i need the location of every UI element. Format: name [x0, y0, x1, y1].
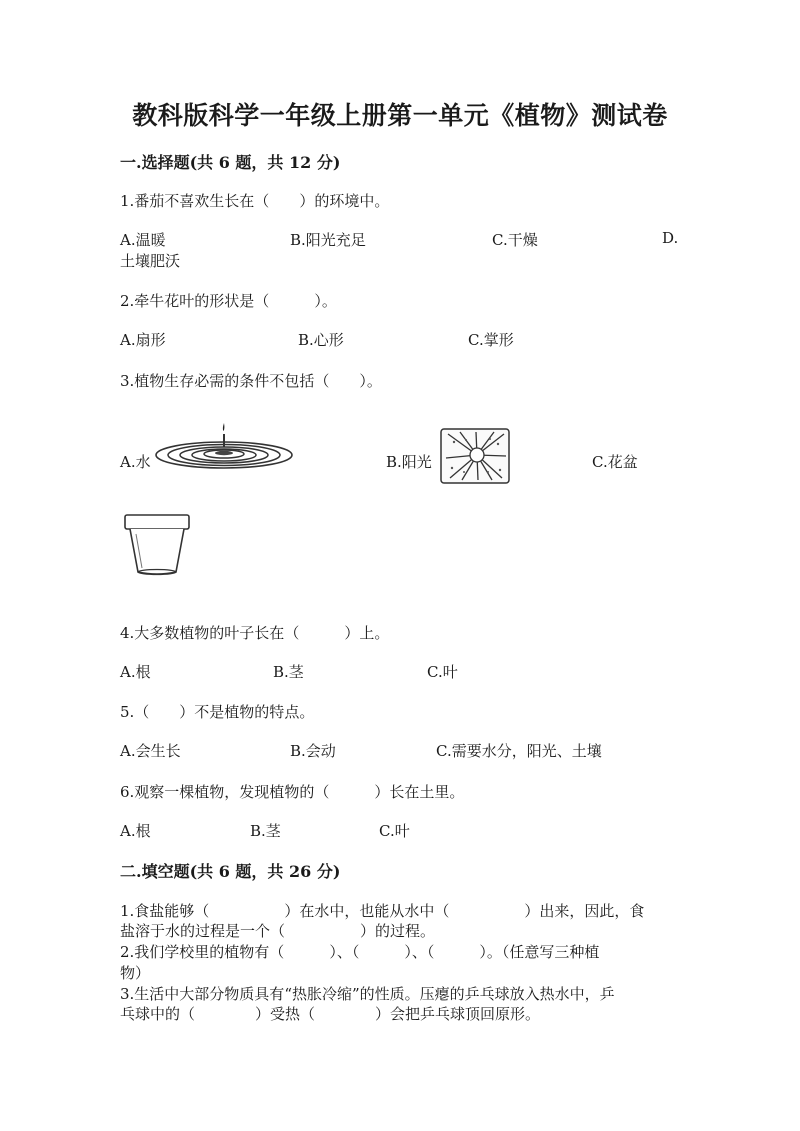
fill-question-2-line-2: 物） [120, 964, 151, 982]
fill-question-1-line-1: 1.食盐能够（ ）在水中，也能从水中（ ）出来，因此，食 [120, 902, 645, 920]
q3-option-c: C.花盆 [592, 453, 638, 471]
q3-option-a: A.水 [120, 453, 151, 471]
q4-option-c: C.叶 [427, 663, 458, 681]
section-heading-fill: 二.填空题(共 6 题，共 26 分) [120, 862, 341, 881]
q5-option-c: C.需要水分，阳光、土壤 [436, 742, 602, 760]
q5-option-a: A.会生长 [120, 742, 181, 760]
flower-pot-image [122, 512, 192, 578]
fill-question-3-line-1: 3.生活中大部分物质具有“热胀冷缩”的性质。压瘪的乒乓球放入热水中，乒 [120, 985, 615, 1003]
question-1: 1.番茄不喜欢生长在（ ）的环境中。 [120, 192, 390, 210]
q1-option-b: B.阳光充足 [290, 231, 366, 249]
water-ripple-image [154, 420, 304, 472]
question-6: 6.观察一棵植物，发现植物的（ ）长在土里。 [120, 783, 465, 801]
section-heading-choice: 一.选择题(共 6 题，共 12 分) [120, 153, 341, 172]
page-title: 教科版科学一年级上册第一单元《植物》测试卷 [132, 101, 668, 130]
q6-option-c: C.叶 [379, 822, 410, 840]
q1-option-c: C.干燥 [492, 231, 538, 249]
fill-question-3-line-2: 乓球中的（ ）受热（ ）会把乒乓球顶回原形。 [120, 1005, 541, 1023]
q6-option-b: B.茎 [250, 822, 281, 840]
q1-option-a: A.温暖 [120, 231, 166, 249]
q1-option-d-text: 土壤肥沃 [120, 252, 181, 270]
q3-option-b: B.阳光 [386, 453, 432, 471]
question-4: 4.大多数植物的叶子长在（ ）上。 [120, 624, 390, 642]
fill-question-1-line-2: 盐溶于水的过程是一个（ ）的过程。 [120, 922, 436, 940]
fill-question-2-line-1: 2.我们学校里的植物有（ ）、（ ）、（ ）。（任意写三种植 [120, 943, 600, 961]
q5-option-b: B.会动 [290, 742, 336, 760]
question-5: 5.（ ）不是植物的特点。 [120, 703, 315, 721]
q6-option-a: A.根 [120, 822, 151, 840]
question-2: 2.牵牛花叶的形状是（ ）。 [120, 292, 337, 310]
q4-option-b: B.茎 [273, 663, 304, 681]
q2-option-b: B.心形 [298, 331, 344, 349]
q1-option-d-label: D. [662, 229, 679, 247]
q4-option-a: A.根 [120, 663, 151, 681]
question-3: 3.植物生存必需的条件不包括（ ）。 [120, 372, 382, 390]
q2-option-c: C.掌形 [468, 331, 514, 349]
sunlight-image [440, 428, 510, 484]
q2-option-a: A.扇形 [120, 331, 166, 349]
